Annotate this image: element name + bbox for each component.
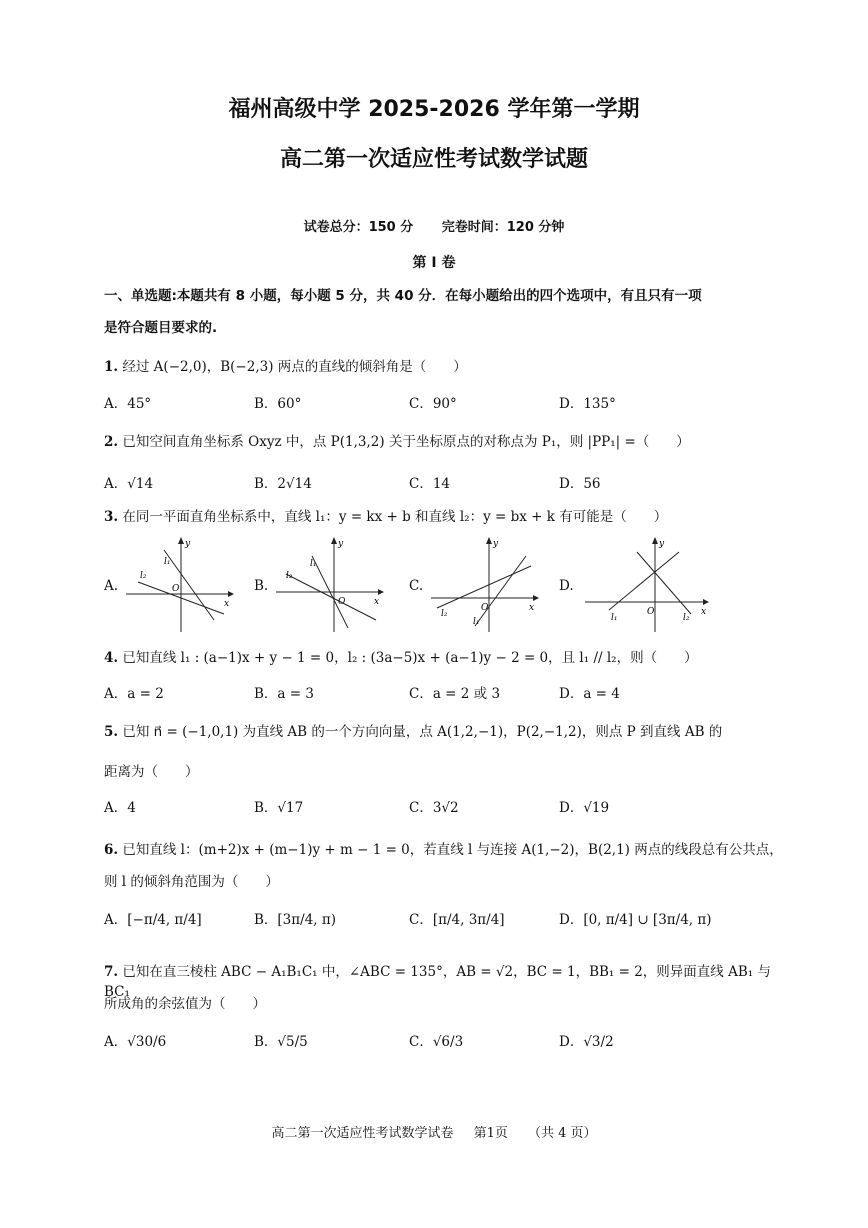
exam-title-line2: 高二第一次适应性考试数学试题 <box>279 147 588 172</box>
option-a[interactable]: A．45° <box>104 396 152 412</box>
origin-label: O <box>338 597 346 607</box>
origin-label: O <box>481 603 489 613</box>
option-b[interactable]: B．2√14 <box>254 476 312 492</box>
section-heading-line2: 是符合题目要求的. <box>104 320 218 336</box>
footer-total: （共 4 页） <box>528 1126 597 1141</box>
question-text: 经过 A(−2,0)，B(−2,3) 两点的直线的倾斜角是（ ） <box>122 359 467 375</box>
question-number: 7. <box>104 964 119 980</box>
x-axis-label: x <box>224 599 230 609</box>
footer-title: 高二第一次适应性考试数学试卷 <box>271 1126 454 1141</box>
option-b[interactable]: B．[3π/4, π) <box>254 912 337 928</box>
question-2-options <box>104 472 794 494</box>
volume-label: 第 I 卷 <box>412 255 456 271</box>
option-a[interactable]: A．√30/6 <box>104 1034 167 1050</box>
l2-label: l₂ <box>286 571 293 581</box>
l2-label: l₂ <box>140 571 147 581</box>
question-text-line1: 已知在直三棱柱 ABC − A₁B₁C₁ 中，∠ABC = 135°，AB = √2，BC = 1，BB₁ = 2，则异面直线 AB₁ 与 BC₁ <box>104 964 771 1000</box>
question-number: 6. <box>104 842 119 858</box>
l2-label: l₂ <box>683 613 690 623</box>
question-number: 2. <box>104 434 119 450</box>
option-b[interactable]: B．60° <box>254 396 302 412</box>
exam-meta <box>0 216 868 235</box>
option-d[interactable]: D．√3/2 <box>559 1034 614 1050</box>
option-a[interactable]: A．a = 2 <box>104 686 164 702</box>
question-2 <box>104 432 794 452</box>
option-a[interactable]: A．[−π/4, π/4] <box>104 912 202 928</box>
option-b[interactable]: B．√5/5 <box>254 1034 308 1050</box>
y-axis-label: y <box>659 539 665 549</box>
l1-label: l₁ <box>473 617 480 627</box>
footer-page: 第1页 <box>473 1126 508 1141</box>
question-text: 已知空间直角坐标系 Oxyz 中，点 P(1,3,2) 关于坐标原点的对称点为 P₁，则 |PP₁| =（ ） <box>122 434 690 450</box>
question-7-options <box>104 1030 794 1052</box>
question-5 <box>104 722 794 742</box>
option-b[interactable]: B．√17 <box>254 800 304 816</box>
question-1 <box>104 357 794 377</box>
graph-c <box>431 536 541 636</box>
option-c[interactable]: C．90° <box>409 396 457 412</box>
x-axis-label: x <box>701 607 707 617</box>
question-4 <box>104 648 794 668</box>
graph-b <box>276 536 386 636</box>
option-c: C. <box>409 578 424 594</box>
option-d[interactable]: D．√19 <box>559 800 610 816</box>
question-number: 3. <box>104 509 119 525</box>
question-5-line2: 距离为（ ） <box>104 764 199 780</box>
option-c[interactable]: C．14 <box>409 476 451 492</box>
option-b[interactable]: B．a = 3 <box>254 686 314 702</box>
option-d[interactable]: D．135° <box>559 396 616 412</box>
option-d[interactable]: D．a = 4 <box>559 686 620 702</box>
x-axis-label: x <box>374 597 380 607</box>
option-c[interactable]: C．√6/3 <box>409 1034 464 1050</box>
option-c[interactable]: C．[π/4, 3π/4] <box>409 912 505 928</box>
question-4-options <box>104 682 794 704</box>
graph-d <box>581 536 711 636</box>
option-d: D. <box>559 578 574 594</box>
section-heading-line1: 一、单选题:本题共有 8 小题，每小题 5 分，共 40 分．在每小题给出的四个选项中，有且只有一项 <box>104 288 702 304</box>
question-number: 1. <box>104 359 119 375</box>
option-a[interactable]: A．√14 <box>104 476 154 492</box>
question-text: 在同一平面直角坐标系中，直线 l₁：y = kx + b 和直线 l₂：y = bx + k 有可能是（ ） <box>122 509 668 525</box>
l2-label: l₂ <box>441 609 448 619</box>
option-a[interactable]: A．4 <box>104 800 136 816</box>
question-6 <box>104 840 794 860</box>
exam-time: 完卷时间：120 分钟 <box>441 220 565 235</box>
option-d[interactable]: D．[0, π/4] ∪ [3π/4, π) <box>559 912 712 928</box>
l1-label: l₁ <box>310 559 317 569</box>
question-5-options <box>104 796 794 818</box>
option-c[interactable]: C．a = 2 或 3 <box>409 686 501 702</box>
question-1-options <box>104 392 794 414</box>
question-3-figures <box>104 536 794 636</box>
question-text-line1: 已知直线 l：(m+2)x + (m−1)y + m − 1 = 0，若直线 l 与连接 A(1,−2)，B(2,1) 两点的线段总有公共点， <box>122 842 783 858</box>
option-c[interactable]: C．3√2 <box>409 800 459 816</box>
question-3 <box>104 507 794 527</box>
question-text-line1: 已知 n⃗ = (−1,0,1) 为直线 AB 的一个方向向量，点 A(1,2,−1)，P(2,−1,2)，则点 P 到直线 AB 的 <box>122 724 723 740</box>
y-axis-label: y <box>185 539 191 549</box>
option-a: A. <box>104 578 119 594</box>
option-b: B. <box>254 578 269 594</box>
origin-label: O <box>172 584 180 594</box>
exam-title-line1: 福州高级中学 2025-2026 学年第一学期 <box>228 97 640 122</box>
question-number: 5. <box>104 724 119 740</box>
y-axis-label: y <box>338 539 344 549</box>
question-6-options <box>104 908 794 930</box>
option-d[interactable]: D．56 <box>559 476 601 492</box>
l1-label: l₁ <box>164 557 171 567</box>
question-text: 已知直线 l₁ : (a−1)x + y − 1 = 0，l₂ : (3a−5)x + (a−1)y − 2 = 0，且 l₁ // l₂，则（ ） <box>122 650 698 666</box>
origin-label: O <box>647 607 655 617</box>
question-6-line2: 则 l 的倾斜角范围为（ ） <box>104 874 279 890</box>
question-7-line2: 所成角的余弦值为（ ） <box>104 996 266 1012</box>
x-axis-label: x <box>529 603 535 613</box>
page-footer <box>0 1122 868 1141</box>
total-score: 试卷总分：150 分 <box>303 220 414 235</box>
l1-label: l₁ <box>611 613 618 623</box>
graph-a <box>126 536 236 636</box>
question-number: 4. <box>104 650 119 666</box>
y-axis-label: y <box>493 539 499 549</box>
